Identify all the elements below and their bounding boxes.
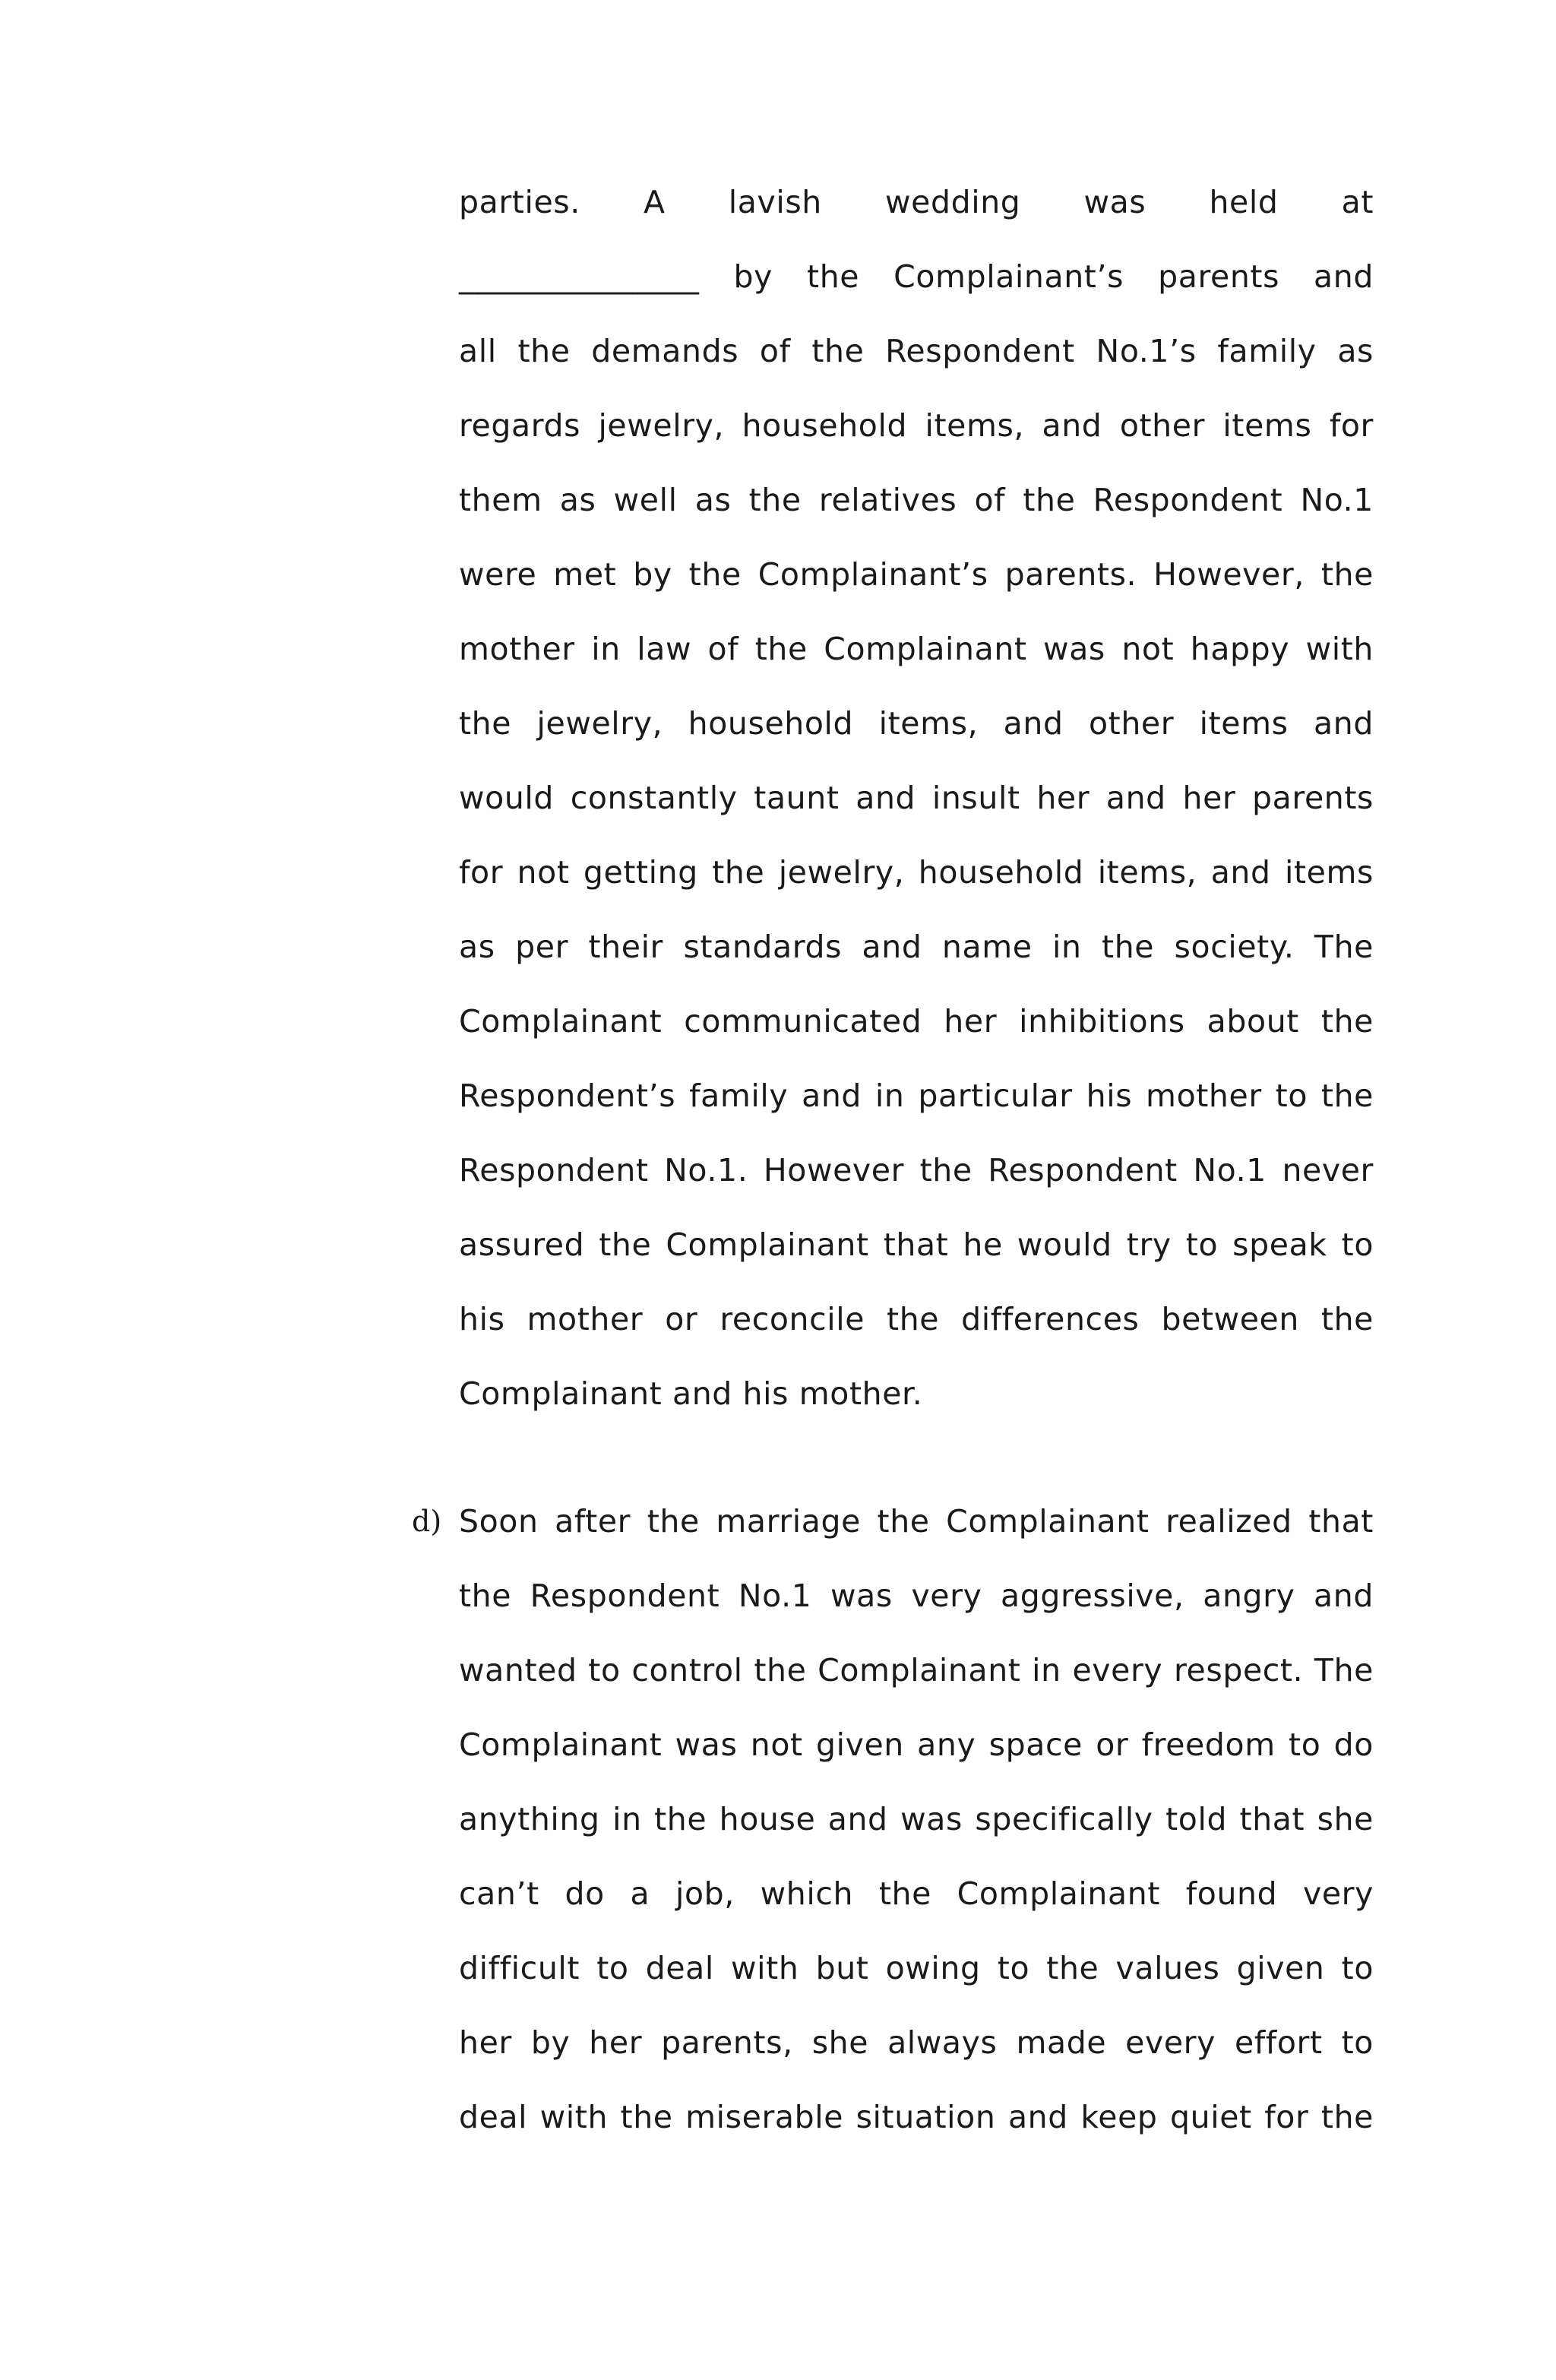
- paragraph-line: the Respondent No.1 was very aggressive, angry and: [459, 1578, 1374, 1614]
- paragraph-line: Complainant communicated her inhibitions about the: [459, 1003, 1374, 1040]
- paragraph-line: wanted to control the Complainant in every respect. The: [459, 1652, 1374, 1688]
- paragraph-line: regards jewelry, household items, and other items for: [459, 407, 1374, 444]
- paragraph-line: Complainant was not given any space or freedom to do: [459, 1726, 1374, 1763]
- paragraph-line: the jewelry, household items, and other items and: [459, 705, 1374, 742]
- paragraph-line: parties. A lavish wedding was held at: [459, 184, 1374, 220]
- paragraph-line: anything in the house and was specifically told that she: [459, 1801, 1374, 1837]
- paragraph-line: can’t do a job, which the Complainant found very: [459, 1875, 1374, 1912]
- paragraph-line: her by her parents, she always made every effort to: [459, 2024, 1374, 2061]
- paragraph-line: Soon after the marriage the Complainant realized that: [459, 1503, 1374, 1540]
- paragraph-line: mother in law of the Complainant was not happy with: [459, 631, 1374, 667]
- paragraph-line: his mother or reconcile the differences between the: [459, 1301, 1374, 1337]
- paragraph-line: for not getting the jewelry, household items, and items: [459, 854, 1374, 891]
- paragraph-line: as per their standards and name in the society. The: [459, 929, 1374, 965]
- paragraph-line: Complainant and his mother.: [459, 1375, 923, 1412]
- paragraph-line: _______________ by the Complainant’s parents and: [459, 258, 1374, 295]
- paragraph-line: all the demands of the Respondent No.1’s family as: [459, 333, 1374, 369]
- paragraph-line: Respondent No.1. However the Respondent No.1 never: [459, 1152, 1374, 1188]
- paragraph-line: assured the Complainant that he would try to speak to: [459, 1226, 1374, 1263]
- paragraph-line: Respondent’s family and in particular his mother to the: [459, 1078, 1374, 1114]
- paragraph-line: them as well as the relatives of the Respondent No.1: [459, 482, 1374, 518]
- paragraph-line: were met by the Complainant’s parents. However, the: [459, 556, 1374, 593]
- paragraph-line: would constantly taunt and insult her and her parents: [459, 780, 1374, 816]
- list-marker: d): [412, 1505, 442, 1538]
- paragraph-line: difficult to deal with but owing to the values given to: [459, 1950, 1374, 1986]
- paragraph-line: deal with the miserable situation and keep quiet for the: [459, 2099, 1374, 2135]
